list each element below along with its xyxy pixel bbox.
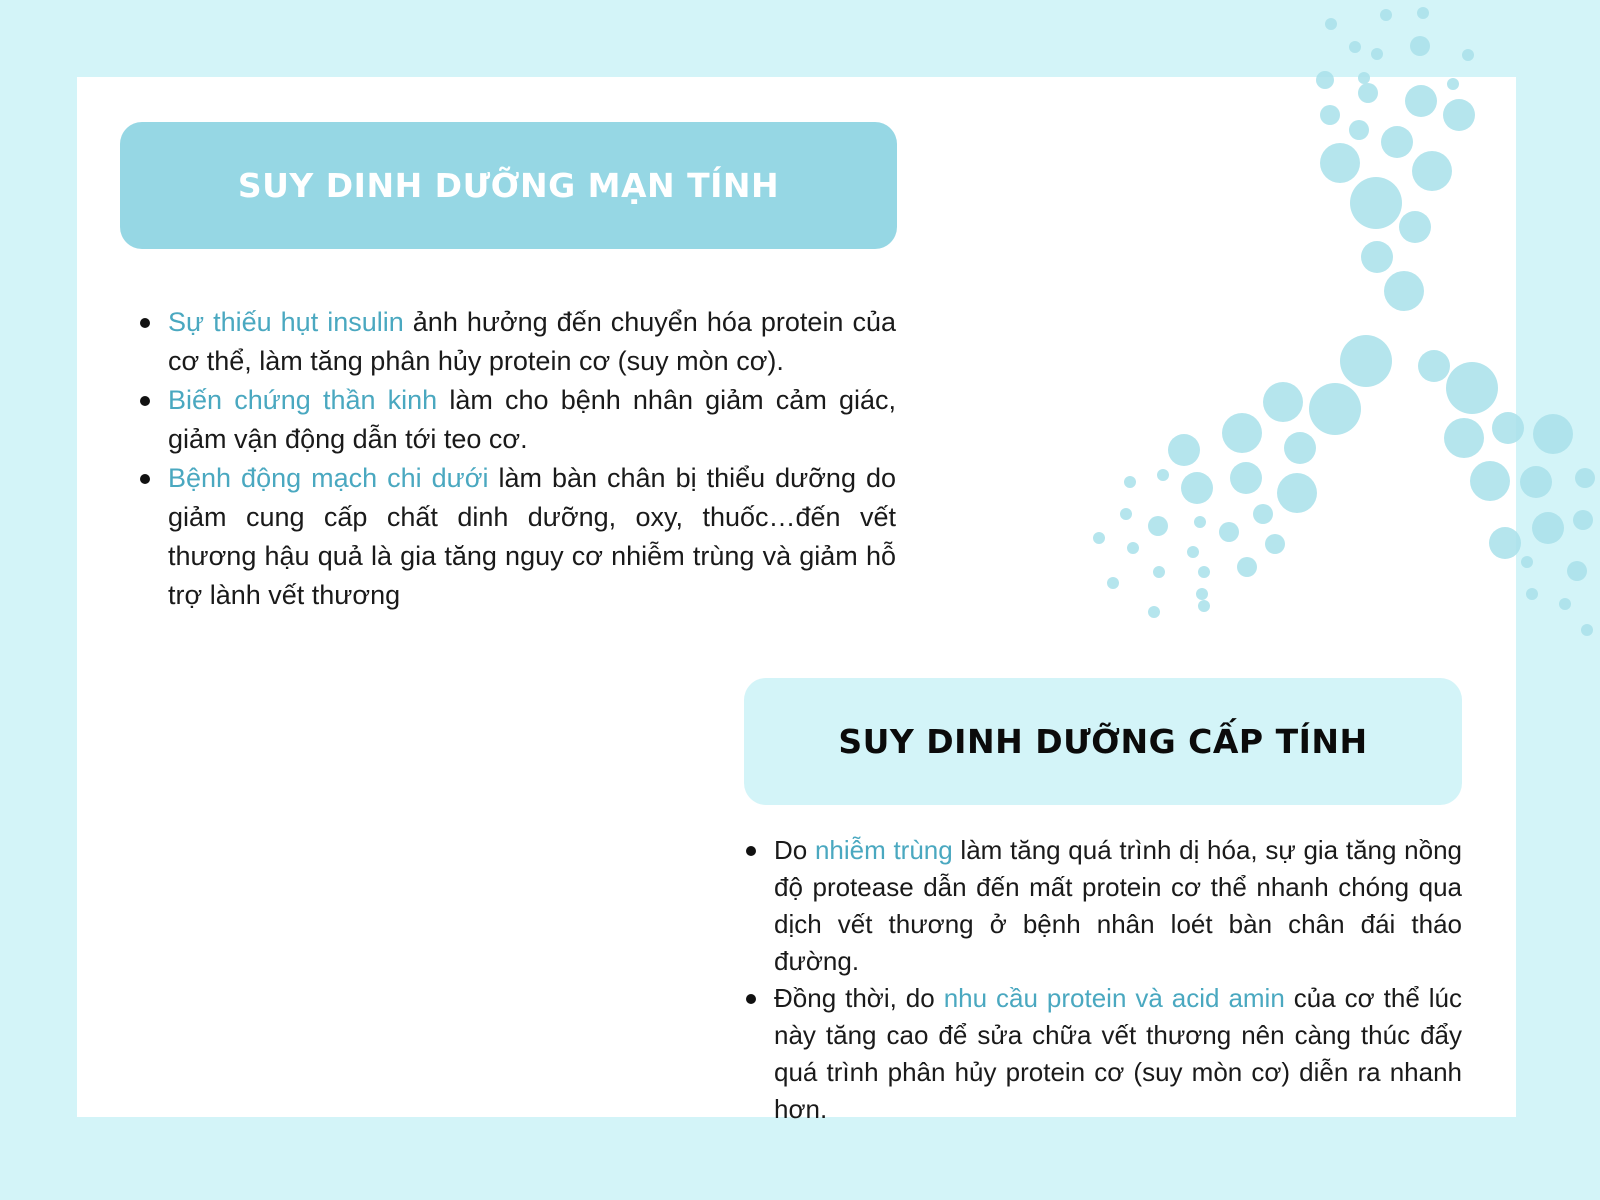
item-text: của cơ thể lúc này tăng cao để sửa chữa vết thương nên càng thúc đẩy quá trình phân hủy protein cơ (suy mòn cơ) diễn ra nhanh hơn. xyxy=(774,983,1462,1124)
chronic-malnutrition-title: SUY DINH DƯỠNG MẠN TÍNH xyxy=(237,166,780,205)
list-item xyxy=(140,459,896,615)
list-item xyxy=(140,303,896,381)
item-text: ảnh hưởng đến chuyển hóa protein của cơ thể, làm tăng phân hủy protein cơ (suy mòn cơ). xyxy=(168,307,897,376)
item-text: làm cho bệnh nhân giảm cảm giác, giảm vận động dẫn tới teo cơ. xyxy=(168,385,896,454)
acute-bullet-list xyxy=(746,832,1462,1128)
item-text: làm tăng quá trình dị hóa, sự gia tăng nồng độ protease dẫn đến mất protein cơ thể nhanh chóng qua dịch vết thương ở bệnh nhân loét bàn chân đái tháo đường. xyxy=(774,835,1462,976)
highlight-term: nhiễm trùng xyxy=(814,835,953,865)
list-item xyxy=(140,381,896,459)
acute-malnutrition-title: SUY DINH DƯỠNG CẤP TÍNH xyxy=(838,722,1368,761)
chronic-malnutrition-title-box xyxy=(120,122,897,249)
highlight-term: nhu cầu protein và acid amin xyxy=(943,983,1285,1013)
item-text-prefix: Đồng thời, do xyxy=(774,983,944,1013)
list-item xyxy=(746,832,1462,980)
highlight-term: Sự thiếu hụt insulin xyxy=(168,307,404,337)
list-item xyxy=(746,980,1462,1128)
chronic-bullet-list xyxy=(140,303,896,615)
highlight-term: Bệnh động mạch chi dưới xyxy=(168,463,489,493)
acute-malnutrition-title-box xyxy=(744,678,1462,805)
item-text-prefix: Do xyxy=(774,835,815,865)
highlight-term: Biến chứng thần kinh xyxy=(168,385,438,415)
item-text: làm bàn chân bị thiểu dưỡng do giảm cung cấp chất dinh dưỡng, oxy, thuốc…đến vết thương hậu quả là gia tăng nguy cơ nhiễm trùng và giảm hỗ trợ lành vết thương xyxy=(168,463,896,610)
